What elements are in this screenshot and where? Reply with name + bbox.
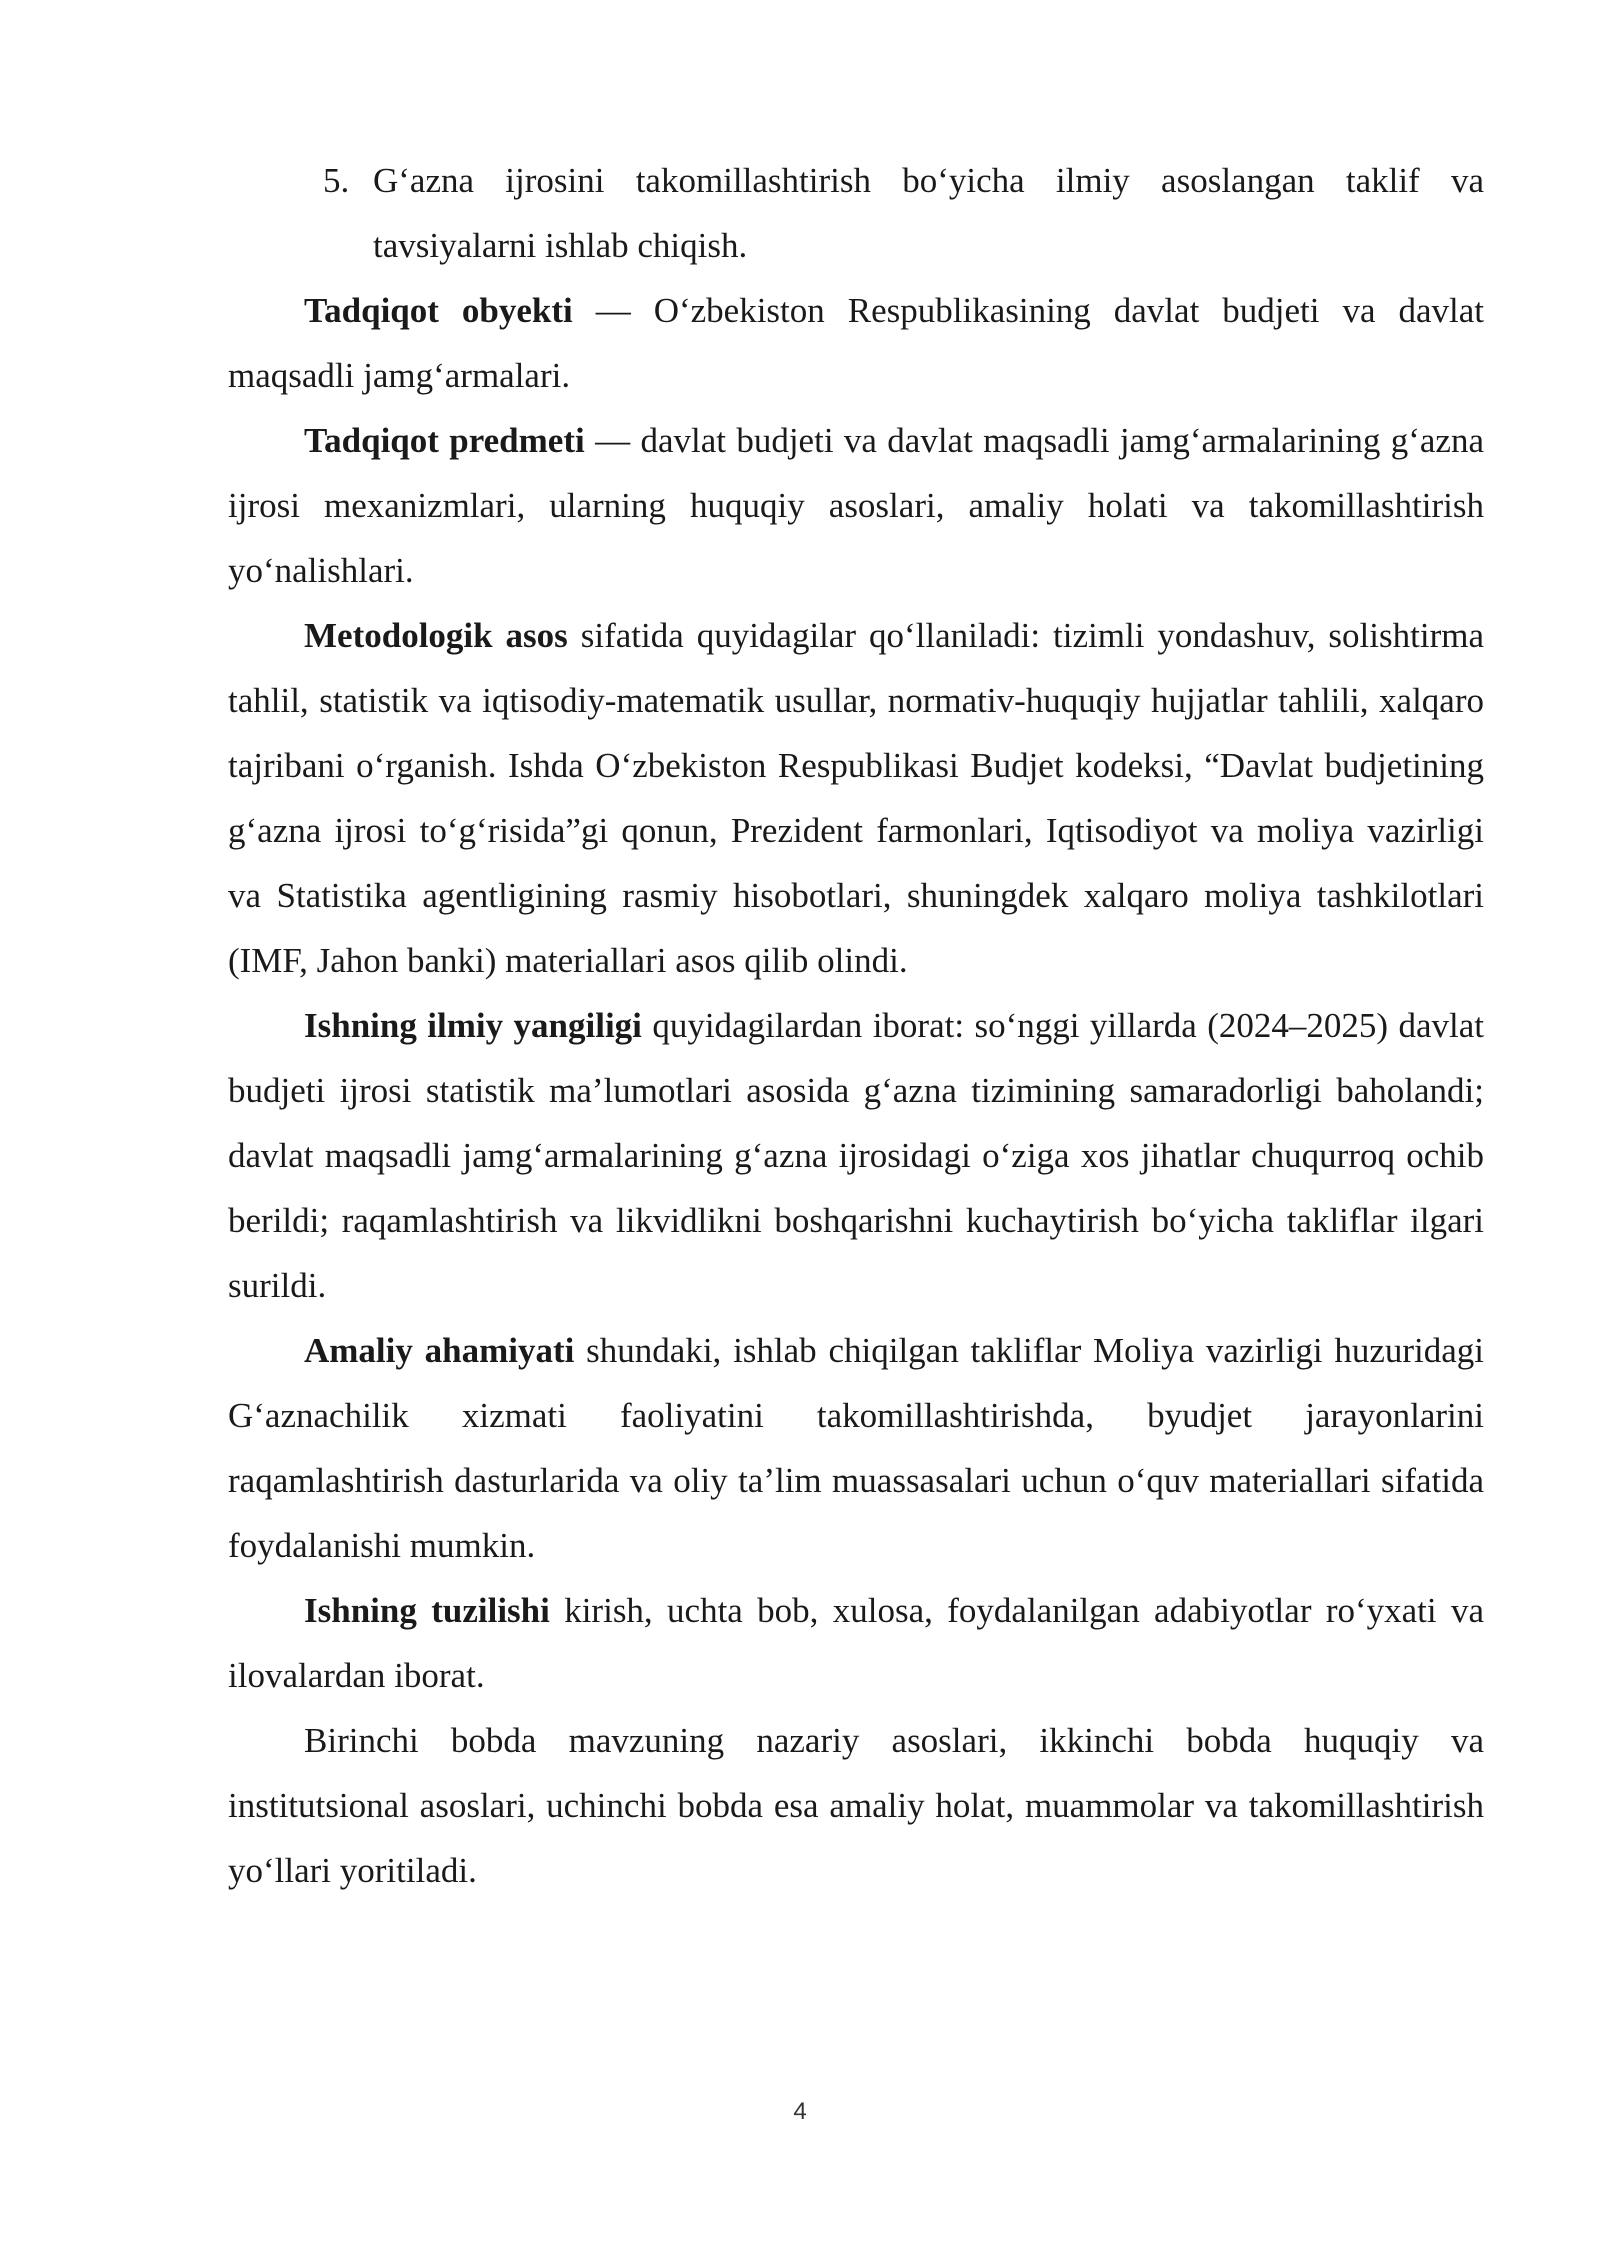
paragraph-text: shundaki, ishlab chiqilgan takliflar Moliya vazirligi huzuridagi G‘aznachilik xizmati faoliyatini takomillashtirishda, byudjet jarayonlarini raqamlashtirish dasturlarida va oliy ta’lim muassasalari uchun o‘quv materiallari sifatida foydalanishi mumkin. <box>228 1331 1484 1565</box>
paragraph-practical-significance <box>228 1318 1484 1578</box>
paragraph-text: sifatida quyidagilar qo‘llaniladi: tizimli yondashuv, solishtirma tahlil, statistik va iqtisodiy-matematik usullar, normativ-huquqiy hujjatlar tahlili, xalqaro tajribani o‘rganish. Ishda O‘zbekiston Respublikasi Budjet kodeksi, “Davlat budjetining g‘azna ijrosi to‘g‘risida”gi qonun, Prezident farmonlari, Iqtisodiyot va moliya vazirligi va Statistika agentligining rasmiy hisobotlari, shuningdek xalqaro moliya tashkilotlari (IMF, Jahon banki) materiallari asos qilib olindi. <box>228 616 1484 980</box>
paragraph-methodology <box>228 603 1484 993</box>
paragraph-chapters-overview <box>228 1708 1484 1903</box>
paragraph-text: kirish, uchta bob, xulosa, foydalanilgan adabiyotlar ro‘yxati va ilovalardan iborat. <box>228 1591 1485 1695</box>
paragraph-heading: Tadqiqot predmeti <box>304 421 585 460</box>
paragraph-structure <box>228 1578 1484 1708</box>
page-number: 4 <box>793 2098 807 2125</box>
paragraph-heading: Amaliy ahamiyati <box>304 1331 575 1370</box>
paragraph-heading: Metodologik asos <box>304 616 568 655</box>
paragraph-text: — davlat budjeti va davlat maqsadli jamg‘armalarining g‘azna ijrosi mexanizmlari, ularning huquqiy asoslari, amaliy holati va takomillashtirish yo‘nalishlari. <box>228 421 1484 590</box>
list-number: 5. <box>323 161 350 200</box>
list-item <box>228 148 1484 278</box>
document-page <box>228 148 1484 1903</box>
paragraph-research-object <box>228 278 1484 408</box>
paragraph-text: — O‘zbekiston Respublikasining davlat budjeti va davlat maqsadli jamg‘armalari. <box>228 291 1484 395</box>
paragraph-research-subject <box>228 408 1484 603</box>
paragraph-text: quyidagilardan iborat: so‘nggi yillarda (2024–2025) davlat budjeti ijrosi statistik ma’lumotlari asosida g‘azna tizimining samaradorligi baholandi; davlat maqsadli jamg‘armalarining g‘azna ijrosidagi o‘ziga xos jihatlar chuqurroq ochib berildi; raqamlashtirish va likvidlikni boshqarishni kuchaytirish bo‘yicha takliflar ilgari surildi. <box>228 1006 1484 1305</box>
paragraph-text: Birinchi bobda mavzuning nazariy asoslari, ikkinchi bobda huquqiy va institutsional asoslari, uchinchi bobda esa amaliy holat, muammolar va takomillashtirish yo‘llari yoritiladi. <box>228 1721 1484 1890</box>
paragraph-heading: Ishning tuzilishi <box>304 1591 550 1630</box>
paragraph-heading: Tadqiqot obyekti <box>304 291 573 330</box>
paragraph-scientific-novelty <box>228 993 1484 1318</box>
list-item-text: G‘azna ijrosini takomillashtirish bo‘yicha ilmiy asoslangan taklif va tavsiyalarni ishlab chiqish. <box>373 161 1484 265</box>
paragraph-heading: Ishning ilmiy yangiligi <box>304 1006 642 1045</box>
